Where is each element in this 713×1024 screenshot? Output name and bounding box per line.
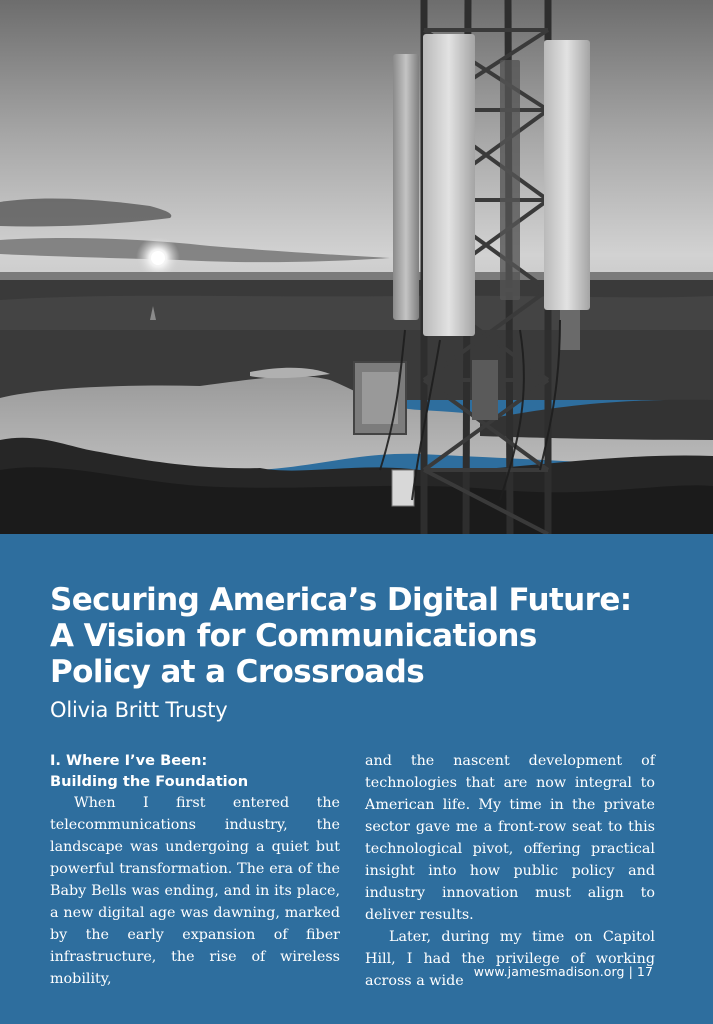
author-name: Olivia Britt Trusty xyxy=(50,698,228,722)
body-paragraph-2: Later, during my time on Capitol Hill, I had the privilege of working across a wide xyxy=(365,929,655,989)
article-column-left xyxy=(50,750,340,990)
title-line-2: A Vision for Communications xyxy=(50,618,537,654)
article-title xyxy=(50,582,690,690)
footer-site-link[interactable]: www.jamesmadison.org xyxy=(473,964,625,979)
body-paragraph-1: When I first entered the telecommunications industry, the landscape was undergoing a quiet but powerful transformation. The era of the Baby Bells was ending, and in its place, a new digital age was dawning, marked by the early expansion of fiber infrastructure, the rise of wireless mobility, xyxy=(50,795,340,987)
page-footer xyxy=(474,964,653,980)
section-heading xyxy=(50,750,340,792)
body-paragraph-continued: and the nascent development of technologies that are now integral to American life. My time in the private sector gave me a front-row seat to this technological pivot, offering practical insight into how public policy and industry innovation must align to deliver results. xyxy=(365,753,655,923)
page-number: 17 xyxy=(636,964,653,979)
article-column-right xyxy=(365,750,655,992)
title-line-3: Policy at a Crossroads xyxy=(50,654,425,690)
title-line-1: Securing America’s Digital Future: xyxy=(50,582,632,618)
section-heading-line-1: I. Where I’ve Been: xyxy=(50,752,208,769)
section-heading-line-2: Building the Foundation xyxy=(50,773,249,790)
footer-separator: | xyxy=(628,964,633,979)
